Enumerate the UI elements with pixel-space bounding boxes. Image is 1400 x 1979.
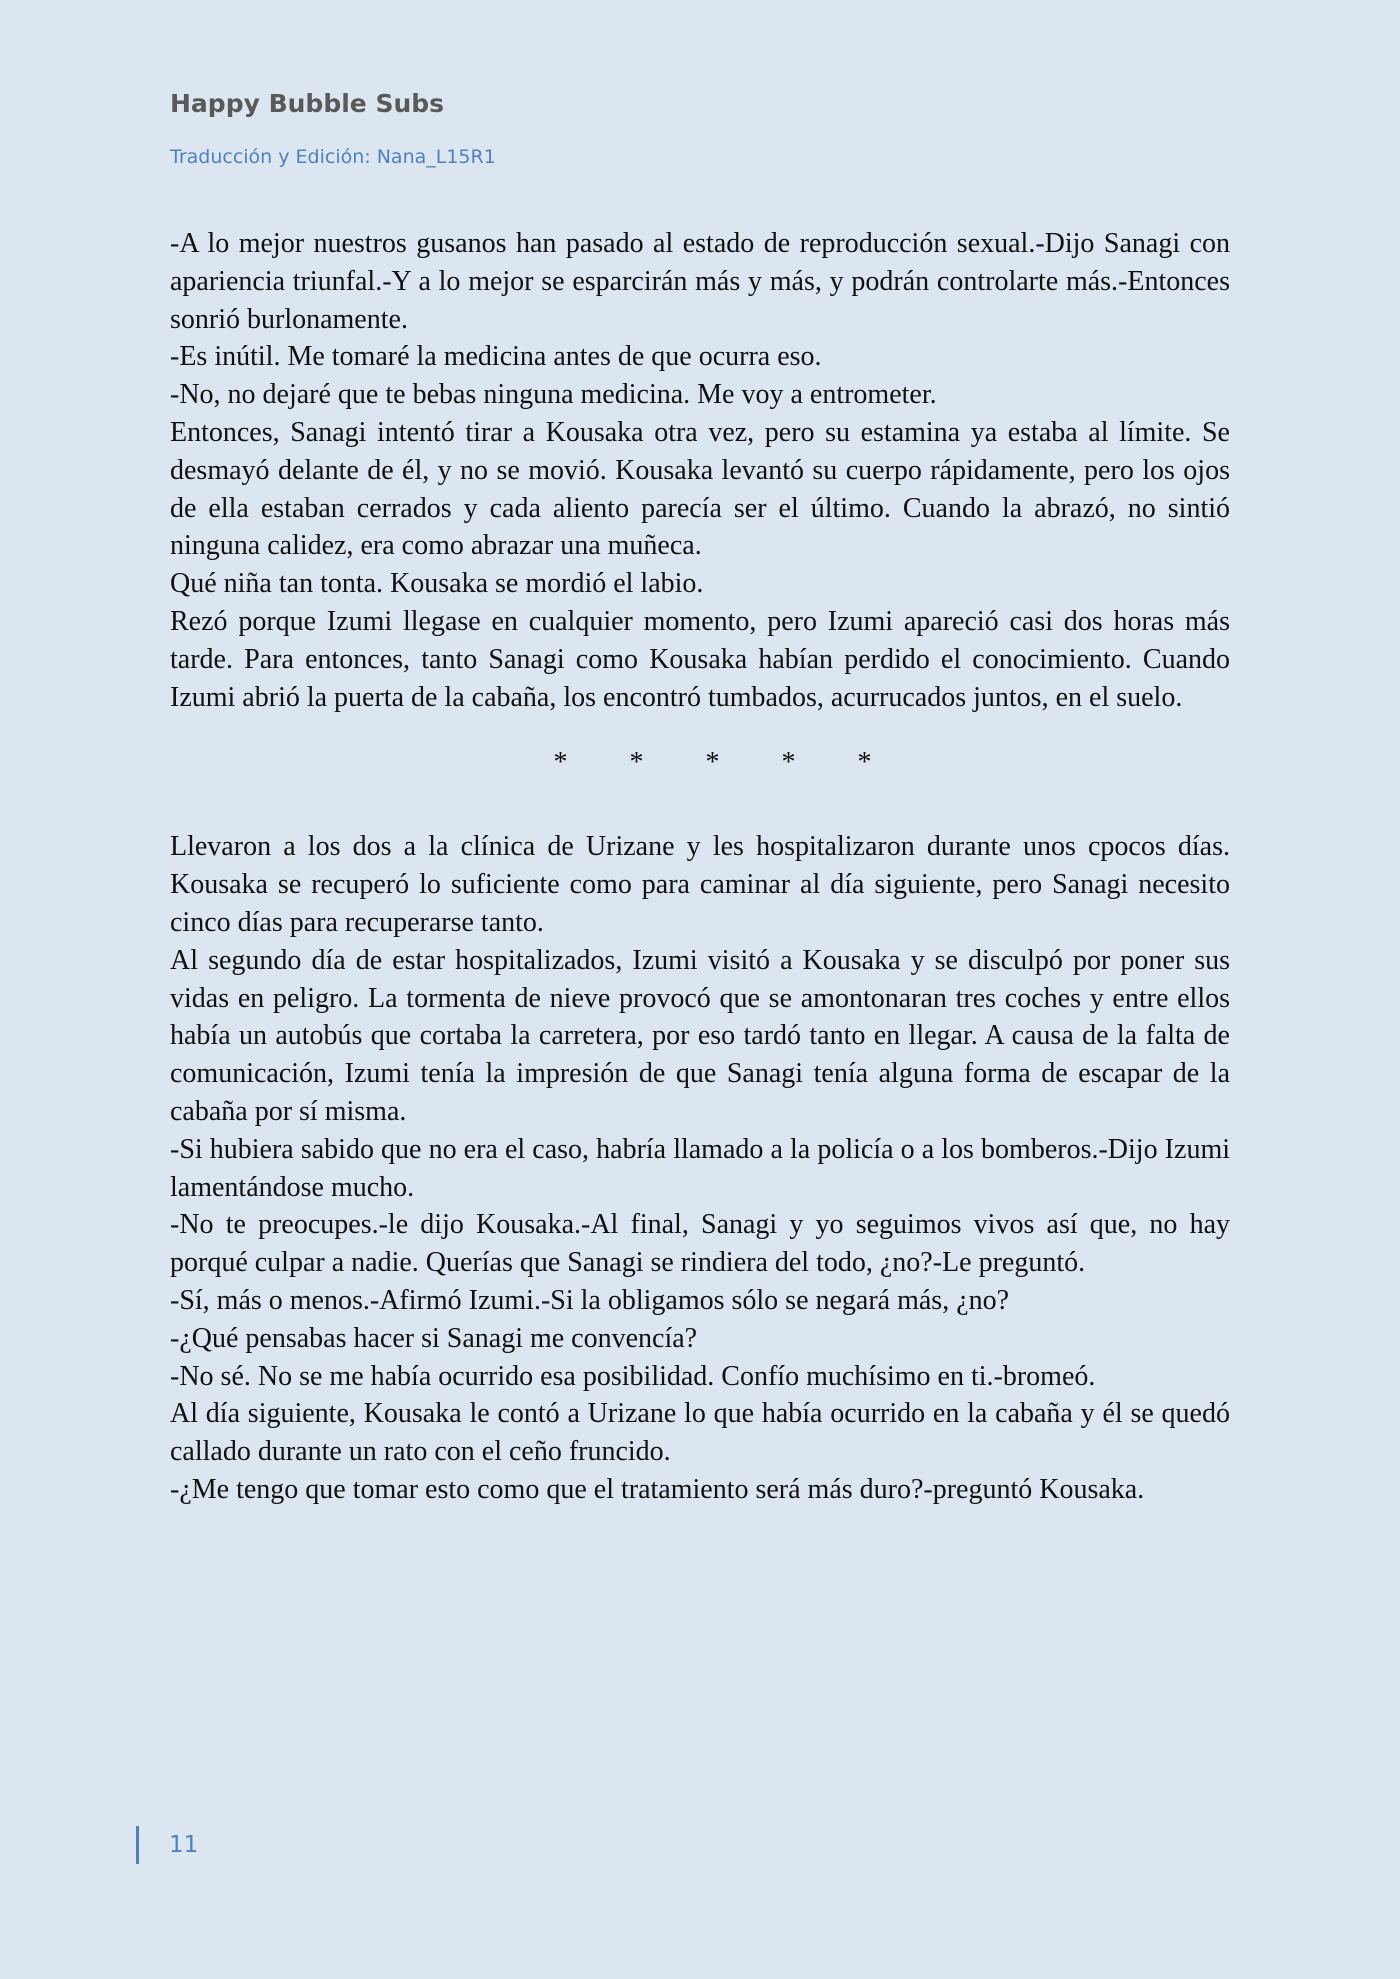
- page-number: 11: [169, 1832, 199, 1858]
- paragraph: -No, no dejaré que te bebas ninguna medicina. Me voy a entrometer.: [170, 379, 937, 411]
- paragraph: -No sé. No se me había ocurrido esa posibilidad. Confío muchísimo en ti.-bromeó.: [170, 1360, 1096, 1392]
- paragraph: Llevaron a los dos a la clínica de Urizane y les hospitalizaron durante unos cpocos días. Kousaka se recuperó lo suficiente como para caminar al día siguiente, pero Sanagi necesito cinco días para recuperarse tanto.: [170, 831, 1230, 938]
- page-header: [170, 84, 1230, 172]
- paragraph: -Si hubiera sabido que no era el caso, habría llamado a la policía o a los bomberos.-Dijo Izumi lamentándose mucho.: [170, 1133, 1230, 1203]
- paragraph: -Sí, más o menos.-Afirmó Izumi.-Si la obligamos sólo se negará más, ¿no?: [170, 1284, 1010, 1316]
- paragraph: -A lo mejor nuestros gusanos han pasado al estado de reproducción sexual.-Dijo Sanagi con apariencia triunfal.-Y a lo mejor se esparcirán más y más, y podrán controlarte más.-Entonces sonrió burlonamente.: [170, 228, 1230, 335]
- page-footer: [136, 1826, 198, 1864]
- paragraph: Rezó porque Izumi llegase en cualquier momento, pero Izumi apareció casi dos horas más tarde. Para entonces, tanto Sanagi como Kousaka habían perdido el conocimiento. Cuando Izumi abrió la puerta de la cabaña, los encontró tumbados, acurrucados juntos, en el suelo.: [170, 605, 1230, 713]
- group-title: Happy Bubble Subs: [170, 89, 445, 118]
- separator-asterisk: *: [629, 747, 644, 779]
- footer-divider: [136, 1826, 139, 1864]
- paragraph: -¿Qué pensabas hacer si Sanagi me convencía?: [170, 1322, 698, 1354]
- paragraph: -No te preocupes.-le dijo Kousaka.-Al final, Sanagi y yo seguimos vivos así que, no hay porqué culpar a nadie. Querías que Sanagi se rindiera del todo, ¿no?-Le preguntó.: [170, 1209, 1230, 1279]
- scene-separator: [170, 742, 1230, 784]
- body-text: [170, 225, 1230, 1509]
- separator-asterisk: *: [705, 747, 720, 779]
- paragraph: Al segundo día de estar hospitalizados, Izumi visitó a Kousaka y se disculpó por poner sus vidas en peligro. La tormenta de nieve provocó que se amontonaran tres coches y entre ellos había un autobús que cortaba la carretera, por eso tardó tanto en llegar. A causa de la falta de comunicación, Izumi tenía la impresión de que Sanagi tenía alguna forma de escapar de la cabaña por sí misma.: [170, 944, 1230, 1127]
- separator-asterisk: *: [781, 747, 796, 779]
- separator-asterisk: *: [857, 747, 872, 779]
- paragraph: Qué niña tan tonta. Kousaka se mordió el labio.: [170, 568, 704, 600]
- paragraph: Entonces, Sanagi intentó tirar a Kousaka otra vez, pero su estamina ya estaba al límite. Se desmayó delante de él, y no se movió. Kousaka levantó su cuerpo rápidamente, pero los ojos de ella estaban cerrados y cada aliento parecía ser el último. Cuando la abrazó, no sintió ninguna calidez, era como abrazar una muñeca.: [170, 416, 1230, 562]
- paragraph: Al día siguiente, Kousaka le contó a Urizane lo que había ocurrido en la cabaña y él se quedó callado durante un rato con el ceño fruncido.: [170, 1398, 1230, 1468]
- credits-line: Traducción y Edición: Nana_L15R1: [170, 146, 496, 168]
- paragraph: -Es inútil. Me tomaré la medicina antes de que ocurra eso.: [170, 341, 822, 373]
- paragraph: -¿Me tengo que tomar esto como que el tratamiento será más duro?-preguntó Kousaka.: [170, 1473, 1145, 1505]
- separator-asterisk: *: [553, 747, 568, 779]
